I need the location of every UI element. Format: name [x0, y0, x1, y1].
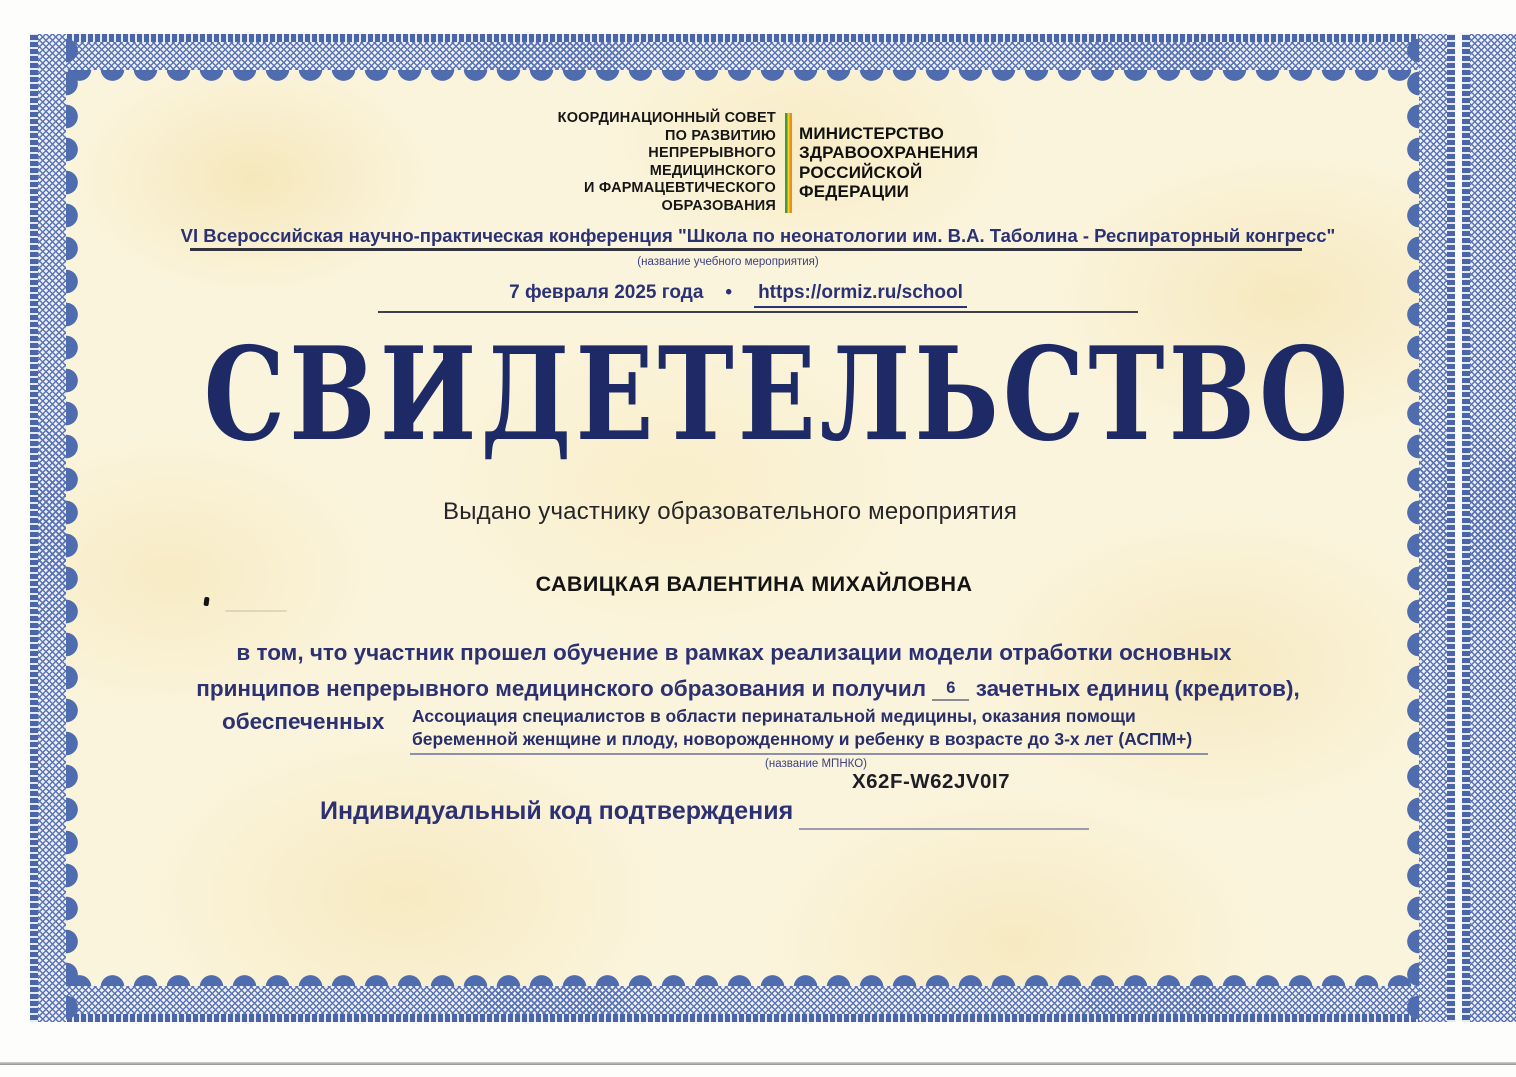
scanner-edge-line: [0, 1062, 1516, 1065]
border-bottom: [30, 975, 1455, 1022]
council-line: ОБРАЗОВАНИЯ: [661, 197, 776, 214]
event-date: 7 февраля 2025 года: [509, 282, 704, 303]
ministry-line: ФЕДЕРАЦИИ: [799, 182, 910, 202]
council-line: КООРДИНАЦИОННЫЙ СОВЕТ: [557, 110, 776, 126]
header-logos: [536, 110, 978, 216]
credits-value: 6: [932, 679, 969, 701]
confirmation-code: X62F-W62JV0I7: [851, 770, 1011, 793]
issued-to-line: Выдано участнику образовательного мероприятия: [442, 498, 1018, 525]
organization-caption: (название МПНКО): [765, 758, 867, 770]
event-title-rule: [190, 248, 1302, 251]
date-row-rule: [378, 311, 1138, 313]
body-line-2-before: принципов непрерывного медицинского образования и получил: [196, 676, 926, 701]
ink-smudge: [225, 610, 287, 612]
border-right: [1407, 34, 1455, 1022]
council-line: И ФАРМАЦЕВТИЧЕСКОГО: [584, 180, 776, 197]
organization-rule: [410, 753, 1208, 755]
body-line-2-after: зачетных единиц (кредитов),: [975, 676, 1300, 701]
body-line-1: в том, что участник прошел обучение в рамках реализации модели отработки основных: [236, 640, 1232, 665]
certificate-title: СВИДЕТЕЛЬСТВО: [203, 320, 1353, 470]
confirmation-code-label: Индивидуальный код подтверждения: [320, 797, 794, 825]
ministry-logo-text: [799, 124, 978, 202]
event-date-row: [10, 282, 1466, 308]
ministry-line: РОССИЙСКОЙ: [799, 162, 923, 182]
event-title: VI Всероссийская научно-практическая конференция "Школа по неонатологии им. В.А. Таболина - Респираторный конгресс": [180, 225, 1336, 246]
event-title-caption: (название учебного мероприятия): [637, 256, 819, 268]
border-left: [30, 34, 78, 1022]
council-logo-text: [536, 110, 776, 216]
council-line: МЕДИЦИНСКОГО: [649, 162, 776, 179]
secured-by-label: обеспеченных: [222, 709, 385, 734]
body-line-2: [20, 676, 1476, 704]
tricolor-stripes-bar: [785, 113, 792, 213]
confirmation-code-rule: [799, 828, 1089, 830]
participant-name: САВИЦКАЯ ВАЛЕНТИНА МИХАЙЛОВНА: [535, 572, 973, 596]
ministry-line: ЗДРАВООХРАНЕНИЯ: [799, 143, 979, 163]
event-url-link[interactable]: https://ormiz.ru/school: [754, 282, 967, 308]
bullet-separator-icon: •: [725, 282, 733, 303]
council-line: ПО РАЗВИТИЮ НЕПРЕРЫВНОГО: [648, 127, 776, 162]
ministry-line: МИНИСТЕРСТВО: [799, 123, 945, 143]
organization-name-line-1: Ассоциация специалистов в области перинатальной медицины, оказания помощи: [412, 706, 1136, 726]
border-top: [30, 34, 1455, 81]
adjacent-sheet-border: [1462, 34, 1516, 1022]
organization-name-line-2: беременной женщине и плоду, новорожденному и ребенку в возрасте до 3-х лет (АСПМ+): [412, 729, 1193, 749]
